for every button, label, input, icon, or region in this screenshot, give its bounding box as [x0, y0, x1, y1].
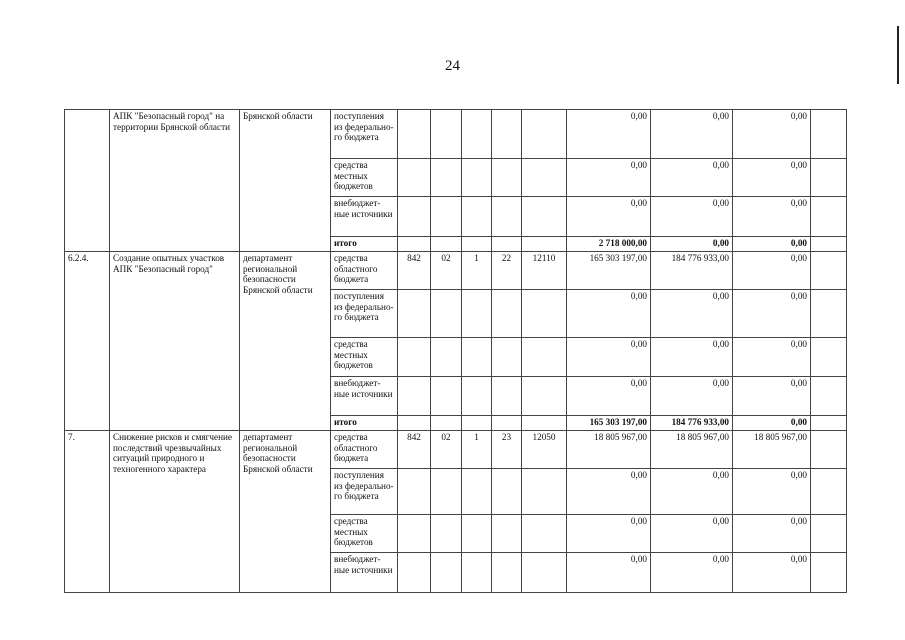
year3-amount: 0,00 [733, 237, 811, 252]
empty-cell [811, 431, 847, 469]
program-code [462, 237, 492, 252]
subprogram-code [492, 377, 522, 416]
program-code [462, 110, 492, 159]
direction-code [522, 377, 567, 416]
year1-amount: 0,00 [567, 469, 651, 515]
section-code [431, 515, 462, 553]
year2-amount: 0,00 [651, 110, 733, 159]
program-code [462, 515, 492, 553]
year1-amount: 165 303 197,00 [567, 416, 651, 431]
empty-cell [811, 110, 847, 159]
empty-cell [811, 290, 847, 338]
measure-name: Создание опытных участков АПК "Безопасный город" [110, 252, 240, 431]
program-code [462, 159, 492, 197]
funding-source: поступления из федерально-го бюджета [331, 110, 398, 159]
subprogram-code [492, 338, 522, 377]
section-code [431, 159, 462, 197]
gv-code [398, 515, 431, 553]
subprogram-code [492, 515, 522, 553]
direction-code [522, 553, 567, 593]
measure-name: АПК "Безопасный город" на территории Брянской области [110, 110, 240, 252]
direction-code [522, 338, 567, 377]
direction-code [522, 515, 567, 553]
section-code [431, 197, 462, 237]
gv-code: 842 [398, 252, 431, 290]
gv-code [398, 377, 431, 416]
year1-amount: 0,00 [567, 110, 651, 159]
section-code [431, 553, 462, 593]
year2-amount: 0,00 [651, 237, 733, 252]
program-code: 1 [462, 431, 492, 469]
year3-amount: 0,00 [733, 469, 811, 515]
year2-amount: 184 776 933,00 [651, 416, 733, 431]
year2-amount: 0,00 [651, 377, 733, 416]
empty-cell [811, 469, 847, 515]
section-code [431, 377, 462, 416]
gv-code [398, 110, 431, 159]
section-code [431, 290, 462, 338]
year2-amount: 0,00 [651, 515, 733, 553]
table-row [65, 252, 847, 290]
subprogram-code [492, 110, 522, 159]
subprogram-code [492, 237, 522, 252]
year3-amount: 18 805 967,00 [733, 431, 811, 469]
gv-code [398, 469, 431, 515]
executor: департамент региональной безопасности Брянской области [240, 252, 331, 431]
program-code [462, 377, 492, 416]
subprogram-code: 23 [492, 431, 522, 469]
year1-amount: 0,00 [567, 553, 651, 593]
gv-code [398, 237, 431, 252]
direction-code [522, 469, 567, 515]
empty-cell [811, 377, 847, 416]
funding-source: внебюджет-ные источники [331, 197, 398, 237]
funding-source: внебюджет-ные источники [331, 377, 398, 416]
gv-code: 842 [398, 431, 431, 469]
section-code [431, 237, 462, 252]
edge-mark [897, 26, 899, 84]
section-code [431, 338, 462, 377]
direction-code: 12050 [522, 431, 567, 469]
direction-code [522, 110, 567, 159]
funding-source: внебюджет-ные источники [331, 553, 398, 593]
subprogram-code [492, 290, 522, 338]
empty-cell [811, 197, 847, 237]
subprogram-code: 22 [492, 252, 522, 290]
program-code: 1 [462, 252, 492, 290]
subprogram-code [492, 553, 522, 593]
year1-amount: 0,00 [567, 290, 651, 338]
program-code [462, 290, 492, 338]
year1-amount: 0,00 [567, 338, 651, 377]
year2-amount: 0,00 [651, 338, 733, 377]
subprogram-code [492, 469, 522, 515]
year3-amount: 0,00 [733, 110, 811, 159]
direction-code [522, 416, 567, 431]
year1-amount: 2 718 000,00 [567, 237, 651, 252]
table-row [65, 431, 847, 469]
section-code: 02 [431, 431, 462, 469]
year2-amount: 0,00 [651, 290, 733, 338]
funding-source: средства местных бюджетов [331, 159, 398, 197]
year3-amount: 0,00 [733, 416, 811, 431]
section-code [431, 416, 462, 431]
direction-code [522, 237, 567, 252]
empty-cell [811, 515, 847, 553]
year3-amount: 0,00 [733, 290, 811, 338]
gv-code [398, 553, 431, 593]
section-code [431, 110, 462, 159]
item-number: 7. [65, 431, 110, 593]
subprogram-code [492, 197, 522, 237]
gv-code [398, 159, 431, 197]
direction-code [522, 159, 567, 197]
year1-amount: 0,00 [567, 197, 651, 237]
gv-code [398, 290, 431, 338]
year2-amount: 0,00 [651, 159, 733, 197]
program-code [462, 416, 492, 431]
year3-amount: 0,00 [733, 515, 811, 553]
section-code: 02 [431, 252, 462, 290]
table-row [65, 110, 847, 159]
funding-source: поступления из федерально-го бюджета [331, 469, 398, 515]
year3-amount: 0,00 [733, 252, 811, 290]
year1-amount: 165 303 197,00 [567, 252, 651, 290]
year2-amount: 0,00 [651, 197, 733, 237]
gv-code [398, 197, 431, 237]
funding-source: средства областного бюджета [331, 252, 398, 290]
year3-amount: 0,00 [733, 338, 811, 377]
year2-amount: 184 776 933,00 [651, 252, 733, 290]
item-number [65, 110, 110, 252]
executor: департамент региональной безопасности Брянской области [240, 431, 331, 593]
year3-amount: 0,00 [733, 553, 811, 593]
direction-code: 12110 [522, 252, 567, 290]
funding-source: поступления из федерально-го бюджета [331, 290, 398, 338]
executor: Брянской области [240, 110, 331, 252]
program-code [462, 469, 492, 515]
page-number: 24 [445, 58, 460, 74]
direction-code [522, 197, 567, 237]
subprogram-code [492, 159, 522, 197]
funding-source: средства областного бюджета [331, 431, 398, 469]
year1-amount: 0,00 [567, 515, 651, 553]
year3-amount: 0,00 [733, 159, 811, 197]
empty-cell [811, 252, 847, 290]
year3-amount: 0,00 [733, 377, 811, 416]
empty-cell [811, 338, 847, 377]
subprogram-code [492, 416, 522, 431]
empty-cell [811, 553, 847, 593]
empty-cell [811, 416, 847, 431]
direction-code [522, 290, 567, 338]
budget-table [64, 109, 847, 593]
year3-amount: 0,00 [733, 197, 811, 237]
program-code [462, 338, 492, 377]
program-code [462, 553, 492, 593]
gv-code [398, 338, 431, 377]
year2-amount: 0,00 [651, 469, 733, 515]
year1-amount: 0,00 [567, 377, 651, 416]
item-number: 6.2.4. [65, 252, 110, 431]
gv-code [398, 416, 431, 431]
funding-source: итого [331, 237, 398, 252]
year2-amount: 18 805 967,00 [651, 431, 733, 469]
year2-amount: 0,00 [651, 553, 733, 593]
funding-source: итого [331, 416, 398, 431]
funding-source: средства местных бюджетов [331, 338, 398, 377]
section-code [431, 469, 462, 515]
year1-amount: 18 805 967,00 [567, 431, 651, 469]
measure-name: Снижение рисков и смягчение последствий чрезвычайных ситуаций природного и техногенного характера [110, 431, 240, 593]
empty-cell [811, 159, 847, 197]
program-code [462, 197, 492, 237]
year1-amount: 0,00 [567, 159, 651, 197]
empty-cell [811, 237, 847, 252]
funding-source: средства местных бюджетов [331, 515, 398, 553]
